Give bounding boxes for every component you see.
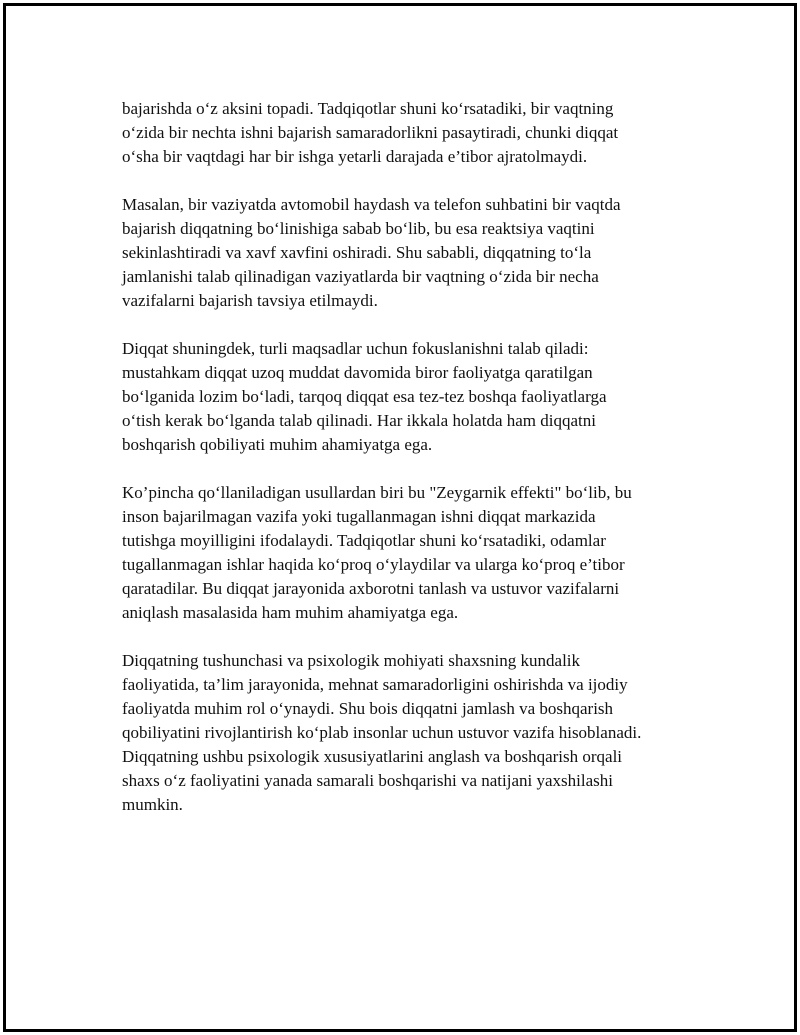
- text-line: shaxs o‘z faoliyatini yanada samarali boshqarishi va natijani yaxshilashi: [122, 771, 613, 790]
- paragraph-5: [122, 649, 702, 817]
- text-line: jamlanishi talab qilinadigan vaziyatlarda bir vaqtning o‘zida bir necha: [122, 267, 599, 286]
- paragraph-3: [122, 337, 702, 457]
- text-line: Masalan, bir vaziyatda avtomobil haydash va telefon suhbatini bir vaqtda: [122, 195, 621, 214]
- text-line: qaratadilar. Bu diqqat jarayonida axborotni tanlash va ustuvor vazifalarni: [122, 579, 620, 598]
- text-line: mumkin.: [122, 795, 183, 814]
- text-line: vazifalarni bajarish tavsiya etilmaydi.: [122, 291, 378, 310]
- text-line: tutishga moyilligini ifodalaydi. Tadqiqotlar shuni ko‘rsatadiki, odamlar: [122, 531, 606, 550]
- text-line: bajarishda o‘z aksini topadi. Tadqiqotlar shuni ko‘rsatadiki, bir vaqtning: [122, 99, 614, 118]
- text-line: boshqarish qobiliyati muhim ahamiyatga ega.: [122, 435, 433, 454]
- text-line: inson bajarilmagan vazifa yoki tugallanmagan ishni diqqat markazida: [122, 507, 596, 526]
- text-line: Diqqat shuningdek, turli maqsadlar uchun fokuslanishni talab qiladi:: [122, 339, 589, 358]
- page-border: [3, 3, 797, 1032]
- text-line: Diqqatning tushunchasi va psixologik mohiyati shaxsning kundalik: [122, 651, 581, 670]
- text-line: o‘sha bir vaqtdagi har bir ishga yetarli darajada e’tibor ajratolmaydi.: [122, 147, 588, 166]
- text-line: Ko’pincha qo‘llaniladigan usullardan biri bu "Zeygarnik effekti" bo‘lib, bu: [122, 483, 632, 502]
- text-line: bo‘lganida lozim bo‘ladi, tarqoq diqqat esa tez-tez boshqa faoliyatlarga: [122, 387, 607, 406]
- text-line: Diqqatning ushbu psixologik xususiyatlarini anglash va boshqarish orqali: [122, 747, 623, 766]
- paragraph-1: [122, 97, 702, 169]
- document-body: [122, 97, 702, 841]
- text-line: mustahkam diqqat uzoq muddat davomida biror faoliyatga qaratilgan: [122, 363, 593, 382]
- text-line: faoliyatida, ta’lim jarayonida, mehnat samaradorligini oshirishda va ijodiy: [122, 675, 628, 694]
- paragraph-4: [122, 481, 702, 625]
- text-line: o‘zida bir nechta ishni bajarish samaradorlikni pasaytiradi, chunki diqqat: [122, 123, 619, 142]
- text-line: faoliyatda muhim rol o‘ynaydi. Shu bois diqqatni jamlash va boshqarish: [122, 699, 614, 718]
- paragraph-2: [122, 193, 702, 313]
- text-line: tugallanmagan ishlar haqida ko‘proq o‘ylaydilar va ularga ko‘proq e’tibor: [122, 555, 625, 574]
- text-line: aniqlash masalasida ham muhim ahamiyatga ega.: [122, 603, 459, 622]
- text-line: qobiliyatini rivojlantirish ko‘plab insonlar uchun ustuvor vazifa hisoblanadi.: [122, 723, 642, 742]
- text-line: sekinlashtiradi va xavf xavfini oshiradi. Shu sababli, diqqatning to‘la: [122, 243, 592, 262]
- text-line: bajarish diqqatning bo‘linishiga sabab bo‘lib, bu esa reaktsiya vaqtini: [122, 219, 595, 238]
- text-line: o‘tish kerak bo‘lganda talab qilinadi. Har ikkala holatda ham diqqatni: [122, 411, 596, 430]
